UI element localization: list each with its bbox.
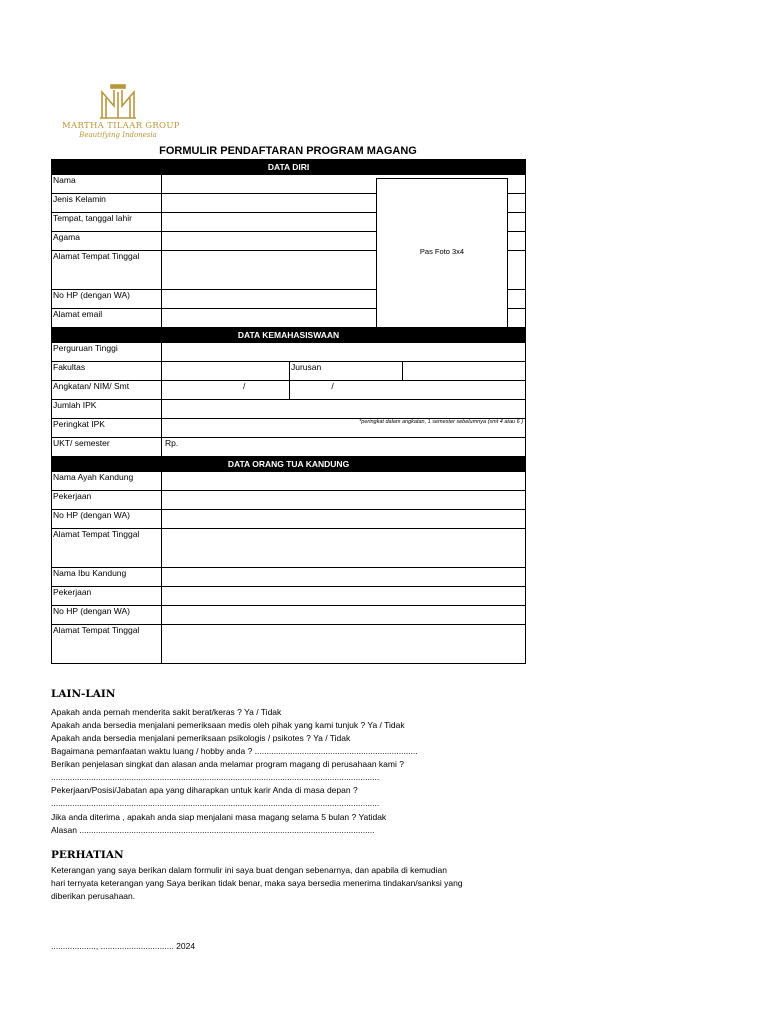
photo-label: Pas Foto 3x4 bbox=[419, 247, 465, 256]
slash-1: / bbox=[243, 381, 246, 391]
input-major[interactable] bbox=[403, 362, 526, 381]
notice-line-2: hari ternyata keterangan yang Saya berikan tidak benar, maka saya bersedia menerima tindakan/sanksi yang bbox=[51, 878, 463, 888]
currency-prefix: Rp. bbox=[165, 438, 179, 448]
label-ukt: UKT/ semester bbox=[52, 438, 162, 457]
section-header-personal: DATA DIRI bbox=[52, 160, 526, 175]
input-university[interactable] bbox=[162, 343, 526, 362]
label-name: Nama bbox=[52, 175, 162, 194]
question-7: Jika anda diterima , apakah anda siap menjalani masa magang selama 5 bulan ? Yatidak bbox=[51, 812, 387, 822]
question-1: Apakah anda pernah menderita sakit berat/keras ? Ya / Tidak bbox=[51, 707, 282, 717]
answer-line-6[interactable]: ........................................................................................................................................... bbox=[51, 798, 380, 808]
label-mother-address: Alamat Tempat Tinggal bbox=[52, 625, 162, 664]
section-header-academic: DATA KEMAHASISWAAN bbox=[52, 328, 526, 343]
label-religion: Agama bbox=[52, 232, 162, 251]
rank-note: *peringkat dalam angkatan, 1 semester sebelumnya (smt 4 atau 6 ) bbox=[359, 419, 524, 425]
label-phone: No HP (dengan WA) bbox=[52, 290, 162, 309]
label-father-name: Nama Ayah Kandung bbox=[52, 472, 162, 491]
logo-name: MARTHA TILAAR GROUP bbox=[62, 121, 180, 131]
question-5: Berikan penjelasan singkat dan alasan anda melamar program magang di perusahaan kami ? bbox=[51, 759, 404, 769]
logo-mark-icon bbox=[62, 82, 174, 122]
label-father-address: Alamat Tempat Tinggal bbox=[52, 529, 162, 568]
input-ipk-rank[interactable] bbox=[162, 419, 526, 438]
input-nim-semester[interactable] bbox=[243, 381, 526, 400]
other-section-title: LAIN-LAIN bbox=[51, 688, 116, 700]
label-ipk-rank: Peringkat IPK bbox=[52, 419, 162, 438]
label-university: Perguruan Tinggi bbox=[52, 343, 162, 362]
question-3: Apakah anda bersedia menjalani pemeriksaan psikologis / psikotes ? Ya / Tidak bbox=[51, 733, 351, 743]
form-title: FORMULIR PENDAFTARAN PROGRAM MAGANG bbox=[159, 145, 417, 157]
notice-line-3: diberikan perusahaan. bbox=[51, 891, 136, 901]
answer-line-5[interactable]: ........................................................................................................................................... bbox=[51, 772, 380, 782]
slash-2: / bbox=[331, 381, 334, 391]
question-4[interactable]: Bagaimana pemanfaatan waktu luang / hobby anda ? ..................................................................... bbox=[51, 746, 418, 756]
input-father-address[interactable] bbox=[162, 529, 526, 568]
label-address: Alamat Tempat Tinggal bbox=[52, 251, 162, 290]
input-mother-phone[interactable] bbox=[162, 606, 526, 625]
input-ipk-sum[interactable] bbox=[162, 400, 526, 419]
photo-placeholder[interactable] bbox=[376, 178, 508, 328]
input-mother-address[interactable] bbox=[162, 625, 526, 664]
label-mother-job: Pekerjaan bbox=[52, 587, 162, 606]
label-major: Jurusan bbox=[290, 362, 403, 381]
input-father-job[interactable] bbox=[162, 491, 526, 510]
label-email: Alamat email bbox=[52, 309, 162, 328]
logo-tagline: Beautifying Indonesia bbox=[79, 131, 157, 139]
input-mother-job[interactable] bbox=[162, 587, 526, 606]
label-mother-name: Nama Ibu Kandung bbox=[52, 568, 162, 587]
input-cohort[interactable] bbox=[162, 381, 290, 400]
label-birth: Tempat, tanggal lahir bbox=[52, 213, 162, 232]
input-mother-name[interactable] bbox=[162, 568, 526, 587]
label-father-job: Pekerjaan bbox=[52, 491, 162, 510]
question-2: Apakah anda bersedia menjalani pemeriksaan medis oleh pihak yang kami tunjuk ? Ya / Tidak bbox=[51, 720, 405, 730]
label-gender: Jenis Kelamin bbox=[52, 194, 162, 213]
input-ukt[interactable] bbox=[162, 438, 526, 457]
label-cohort: Angkatan/ NIM/ Smt bbox=[52, 381, 162, 400]
section-header-parents: DATA ORANG TUA KANDUNG bbox=[52, 457, 526, 472]
label-ipk-sum: Jumlah IPK bbox=[52, 400, 162, 419]
input-father-phone[interactable] bbox=[162, 510, 526, 529]
input-faculty[interactable] bbox=[162, 362, 290, 381]
notice-line-1: Keterangan yang saya berikan dalam formulir ini saya buat dengan sebenarnya, dan apabila di kemudian bbox=[51, 865, 447, 875]
label-father-phone: No HP (dengan WA) bbox=[52, 510, 162, 529]
input-father-name[interactable] bbox=[162, 472, 526, 491]
reason-line[interactable]: Alasan ............................................................................................................................. bbox=[51, 825, 375, 835]
label-mother-phone: No HP (dengan WA) bbox=[52, 606, 162, 625]
label-faculty: Fakultas bbox=[52, 362, 162, 381]
question-6: Pekerjaan/Posisi/Jabatan apa yang diharapkan untuk karir Anda di masa depan ? bbox=[51, 785, 358, 795]
place-date-line[interactable]: ..................., ............................... 2024 bbox=[51, 941, 196, 951]
notice-title: PERHATIAN bbox=[51, 849, 124, 861]
